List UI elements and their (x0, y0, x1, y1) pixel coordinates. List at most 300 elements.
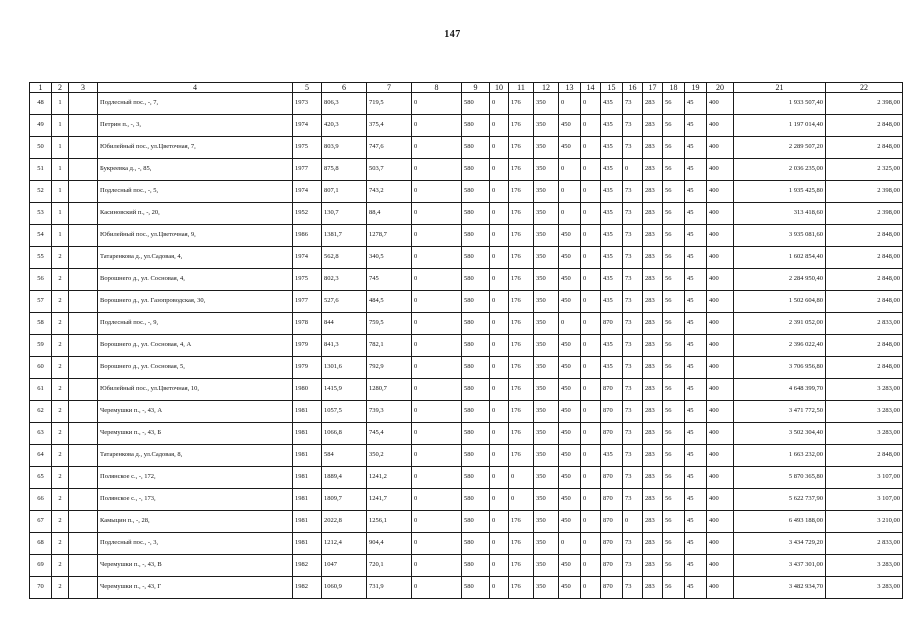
table-cell: 5 622 737,90 (734, 489, 826, 511)
table-cell: 1981 (293, 533, 322, 555)
table-cell: 58 (30, 313, 52, 335)
column-header: 1 (30, 83, 52, 93)
table-cell: 0 (490, 159, 509, 181)
table-cell: 400 (707, 555, 734, 577)
table-cell: 0 (412, 225, 462, 247)
table-cell: Полянское с., -, 173, (98, 489, 293, 511)
table-cell: 176 (509, 357, 534, 379)
table-cell: 1 602 854,40 (734, 247, 826, 269)
table-cell: Татаренкова д., ул.Садовая, 8, (98, 445, 293, 467)
table-cell: 1381,7 (322, 225, 367, 247)
table-cell: 283 (643, 159, 663, 181)
table-cell: 0 (490, 445, 509, 467)
table-cell: 580 (462, 401, 490, 423)
table-cell: 870 (601, 423, 623, 445)
table-cell: 400 (707, 181, 734, 203)
table-cell: Ворошнего д., ул. Сосновая, 5, (98, 357, 293, 379)
table-cell: 350 (534, 159, 559, 181)
table-cell: 2 (52, 247, 69, 269)
table-cell: 400 (707, 379, 734, 401)
table-cell: Ворошнего д., ул. Сосновая, 4, А (98, 335, 293, 357)
table-cell: 176 (509, 313, 534, 335)
table-cell: 870 (601, 555, 623, 577)
table-cell: 420,3 (322, 115, 367, 137)
table-cell: 0 (581, 423, 601, 445)
table-cell: 0 (559, 181, 581, 203)
table-cell (69, 533, 98, 555)
table-cell: 45 (685, 423, 707, 445)
table-cell: 350 (534, 225, 559, 247)
table-cell: 580 (462, 247, 490, 269)
table-cell: 56 (663, 313, 685, 335)
table-cell: 73 (623, 401, 643, 423)
table-cell: 450 (559, 225, 581, 247)
table-cell: 0 (581, 533, 601, 555)
table-cell: 56 (663, 291, 685, 313)
table-cell: 283 (643, 115, 663, 137)
table-cell: 1977 (293, 291, 322, 313)
table-cell: 68 (30, 533, 52, 555)
table-cell: 350 (534, 203, 559, 225)
table-cell: 73 (623, 203, 643, 225)
table-cell: 73 (623, 93, 643, 115)
table-cell: 844 (322, 313, 367, 335)
table-cell: 1 933 507,40 (734, 93, 826, 115)
table-cell: 1415,9 (322, 379, 367, 401)
table-cell: 870 (601, 533, 623, 555)
table-cell: 2 036 235,00 (734, 159, 826, 181)
table-cell: 435 (601, 357, 623, 379)
table-cell: 3 434 729,20 (734, 533, 826, 555)
table-cell: 56 (663, 489, 685, 511)
table-cell: 53 (30, 203, 52, 225)
table-cell: Ворошнего д., ул. Сосновая, 4, (98, 269, 293, 291)
table-cell: 48 (30, 93, 52, 115)
table-cell: 2 (52, 313, 69, 335)
table-cell: 1981 (293, 489, 322, 511)
table-cell: 0 (581, 379, 601, 401)
table-cell: 527,6 (322, 291, 367, 313)
table-cell: 0 (490, 511, 509, 533)
table-cell: 283 (643, 269, 663, 291)
table-cell: 2 (52, 577, 69, 599)
table-cell: 1047 (322, 555, 367, 577)
table-cell: 802,3 (322, 269, 367, 291)
table-cell: 176 (509, 423, 534, 445)
table-cell: 1974 (293, 181, 322, 203)
table-cell: 0 (490, 93, 509, 115)
table-cell: 0 (581, 181, 601, 203)
table-cell: 283 (643, 445, 663, 467)
table-cell: 283 (643, 511, 663, 533)
table-cell: 870 (601, 577, 623, 599)
table-cell: 2 398,00 (826, 181, 903, 203)
table-cell: 2 325,00 (826, 159, 903, 181)
table-cell: 0 (559, 313, 581, 335)
table-cell: 806,3 (322, 93, 367, 115)
table-cell: 3 283,00 (826, 401, 903, 423)
table-cell: 450 (559, 137, 581, 159)
table-cell: 67 (30, 511, 52, 533)
table-cell: 1978 (293, 313, 322, 335)
table-cell: 0 (412, 379, 462, 401)
table-cell (69, 401, 98, 423)
table-cell: 0 (559, 203, 581, 225)
column-header: 9 (462, 83, 490, 93)
table-cell: 176 (509, 225, 534, 247)
table-cell: 73 (623, 115, 643, 137)
table-cell: 350 (534, 555, 559, 577)
table-cell: 580 (462, 225, 490, 247)
table-row (30, 357, 903, 379)
table-cell: 56 (663, 181, 685, 203)
table-cell: 283 (643, 467, 663, 489)
table-cell: 45 (685, 291, 707, 313)
table-cell: 45 (685, 379, 707, 401)
table-cell: 0 (509, 489, 534, 511)
table-cell: 0 (412, 137, 462, 159)
table-cell: 70 (30, 577, 52, 599)
table-cell: 0 (412, 203, 462, 225)
table-cell (69, 247, 98, 269)
table-cell: 450 (559, 335, 581, 357)
table-cell: 0 (581, 115, 601, 137)
table-cell: 400 (707, 335, 734, 357)
table-cell: 1301,6 (322, 357, 367, 379)
table-cell: 73 (623, 137, 643, 159)
table-row (30, 115, 903, 137)
table-row (30, 247, 903, 269)
table-cell: 2 (52, 533, 69, 555)
table-cell: 450 (559, 401, 581, 423)
table-cell: 400 (707, 467, 734, 489)
table-cell: 73 (623, 489, 643, 511)
table-cell: 870 (601, 313, 623, 335)
table-cell: 283 (643, 137, 663, 159)
table-cell: 176 (509, 291, 534, 313)
table-cell: 1 (52, 181, 69, 203)
table-cell (69, 423, 98, 445)
table-cell: 562,8 (322, 247, 367, 269)
table-row (30, 445, 903, 467)
table-cell: 0 (581, 225, 601, 247)
table-cell: 73 (623, 225, 643, 247)
table-cell: 435 (601, 335, 623, 357)
table-cell: 450 (559, 269, 581, 291)
table-cell: 450 (559, 291, 581, 313)
table-row (30, 533, 903, 555)
table-cell: 400 (707, 423, 734, 445)
table-cell: 56 (663, 93, 685, 115)
table-cell: 45 (685, 511, 707, 533)
table-cell: 45 (685, 357, 707, 379)
table-cell: 73 (623, 423, 643, 445)
table-row (30, 555, 903, 577)
table-cell: 0 (412, 247, 462, 269)
table-cell: 56 (663, 159, 685, 181)
table-cell (69, 269, 98, 291)
table-cell: 1889,4 (322, 467, 367, 489)
table-cell: 435 (601, 115, 623, 137)
table-cell: 73 (623, 291, 643, 313)
table-cell: 283 (643, 181, 663, 203)
table-cell: 2 848,00 (826, 291, 903, 313)
table-cell: 0 (581, 247, 601, 269)
table-cell: 1241,2 (367, 467, 412, 489)
table-cell: 350 (534, 423, 559, 445)
table-cell: 0 (490, 357, 509, 379)
table-cell: 719,5 (367, 93, 412, 115)
table-cell: 3 283,00 (826, 423, 903, 445)
page-number: 147 (444, 29, 461, 40)
table-cell: 0 (490, 247, 509, 269)
table-cell: 759,5 (367, 313, 412, 335)
table-cell: 450 (559, 379, 581, 401)
table-cell: 0 (581, 137, 601, 159)
table-cell: 450 (559, 511, 581, 533)
table-cell: 584 (322, 445, 367, 467)
column-header: 2 (52, 83, 69, 93)
table-cell: 0 (559, 93, 581, 115)
table-cell: 400 (707, 291, 734, 313)
table-cell: 731,9 (367, 577, 412, 599)
table-cell: 435 (601, 137, 623, 159)
table-cell: 580 (462, 445, 490, 467)
table-cell: 56 (663, 335, 685, 357)
table-cell: 56 (663, 115, 685, 137)
table-cell: 870 (601, 401, 623, 423)
table-cell: 1974 (293, 115, 322, 137)
table-cell: 0 (412, 115, 462, 137)
table-cell: 176 (509, 533, 534, 555)
column-header: 7 (367, 83, 412, 93)
table-cell: 130,7 (322, 203, 367, 225)
table-cell: 450 (559, 467, 581, 489)
table-cell: 3 107,00 (826, 489, 903, 511)
table-cell: 400 (707, 225, 734, 247)
table-cell: 350 (534, 269, 559, 291)
table-cell: 56 (663, 203, 685, 225)
table-cell: 580 (462, 181, 490, 203)
table-cell: 45 (685, 159, 707, 181)
table-cell (69, 555, 98, 577)
table-cell: 2 398,00 (826, 203, 903, 225)
table-cell: 3 706 956,80 (734, 357, 826, 379)
table-cell: 350 (534, 445, 559, 467)
table-cell: 2 848,00 (826, 445, 903, 467)
table-cell (69, 181, 98, 203)
table-cell: 0 (490, 137, 509, 159)
table-cell: 580 (462, 555, 490, 577)
table-cell (69, 115, 98, 137)
table-cell: 435 (601, 247, 623, 269)
table-cell: 1 (52, 137, 69, 159)
table-cell: 6 493 188,00 (734, 511, 826, 533)
table-cell: 435 (601, 93, 623, 115)
table-cell: 55 (30, 247, 52, 269)
table-cell: 450 (559, 115, 581, 137)
table-cell: 45 (685, 577, 707, 599)
table-cell: 0 (581, 577, 601, 599)
table-cell: 1809,7 (322, 489, 367, 511)
table-cell: 2 848,00 (826, 225, 903, 247)
table-cell: 2 (52, 269, 69, 291)
table-cell: 1986 (293, 225, 322, 247)
table-cell: 1 (52, 115, 69, 137)
table-cell: Подлесный пос., -, 3, (98, 533, 293, 555)
table-cell (69, 467, 98, 489)
table-cell: Камыцин п., -, 28, (98, 511, 293, 533)
table-cell: 56 (663, 379, 685, 401)
table-cell: 3 935 081,60 (734, 225, 826, 247)
table-cell: 2022,8 (322, 511, 367, 533)
table-cell: 400 (707, 357, 734, 379)
table-cell: 841,3 (322, 335, 367, 357)
table-cell: 2 848,00 (826, 137, 903, 159)
column-header: 8 (412, 83, 462, 93)
table-cell: 313 418,60 (734, 203, 826, 225)
table-cell: 2 396 022,40 (734, 335, 826, 357)
table-cell: 400 (707, 115, 734, 137)
table-cell: 435 (601, 291, 623, 313)
table-cell: 2 833,00 (826, 313, 903, 335)
table-cell: 45 (685, 401, 707, 423)
table-cell: 2 (52, 467, 69, 489)
table-cell: 1 502 604,80 (734, 291, 826, 313)
table-cell: 0 (581, 93, 601, 115)
table-cell: 283 (643, 533, 663, 555)
table-cell: 904,4 (367, 533, 412, 555)
table-cell: 1241,7 (367, 489, 412, 511)
table-cell: 2 (52, 401, 69, 423)
table-cell: 450 (559, 423, 581, 445)
table-cell: 435 (601, 225, 623, 247)
table-cell: 580 (462, 291, 490, 313)
column-header: 11 (509, 83, 534, 93)
table-cell: 2 391 052,00 (734, 313, 826, 335)
table-cell: 73 (623, 357, 643, 379)
table-cell: 283 (643, 291, 663, 313)
table-cell: 56 (30, 269, 52, 291)
table-row (30, 489, 903, 511)
table-cell: 3 482 934,70 (734, 577, 826, 599)
table-cell: Букреевка д., -, 85, (98, 159, 293, 181)
table-cell: Черемушки п., -, 43, Б (98, 423, 293, 445)
table-cell: 350 (534, 335, 559, 357)
table-cell: 0 (559, 533, 581, 555)
table-row (30, 577, 903, 599)
table-row (30, 269, 903, 291)
table-cell: 176 (509, 335, 534, 357)
table-cell: 73 (623, 247, 643, 269)
table-cell: 400 (707, 159, 734, 181)
table-cell: 3 437 301,00 (734, 555, 826, 577)
table-row (30, 181, 903, 203)
table-cell: 283 (643, 577, 663, 599)
table-cell: 52 (30, 181, 52, 203)
table-cell: 45 (685, 489, 707, 511)
table-cell: 1981 (293, 401, 322, 423)
table-cell (69, 489, 98, 511)
table-cell: 45 (685, 533, 707, 555)
table-cell: 2 (52, 511, 69, 533)
table-cell: Черемушки п., -, 43, В (98, 555, 293, 577)
table-cell: 65 (30, 467, 52, 489)
table-cell: Полянское с., -, 172, (98, 467, 293, 489)
table-cell: 45 (685, 225, 707, 247)
table-cell: 400 (707, 269, 734, 291)
table-cell: 0 (412, 533, 462, 555)
table-cell: 580 (462, 489, 490, 511)
table-cell: 2 (52, 335, 69, 357)
table-cell: 56 (663, 467, 685, 489)
table-cell: 0 (490, 423, 509, 445)
column-header: 21 (734, 83, 826, 93)
column-header: 3 (69, 83, 98, 93)
table-cell: 1981 (293, 423, 322, 445)
table-cell (69, 335, 98, 357)
table-cell: 176 (509, 445, 534, 467)
table-cell: 1 (52, 225, 69, 247)
table-cell: 176 (509, 137, 534, 159)
table-cell: 580 (462, 335, 490, 357)
table-cell: 57 (30, 291, 52, 313)
table-cell: 45 (685, 181, 707, 203)
table-cell: Петрин п., -, 3, (98, 115, 293, 137)
table-cell: 176 (509, 93, 534, 115)
table-cell: 45 (685, 115, 707, 137)
table-cell: 1982 (293, 555, 322, 577)
table-cell: 350 (534, 357, 559, 379)
table-cell: 0 (412, 467, 462, 489)
table-cell: 0 (412, 335, 462, 357)
table-cell: 176 (509, 555, 534, 577)
table-cell: 45 (685, 137, 707, 159)
table-cell: 580 (462, 511, 490, 533)
table-cell: 1212,4 (322, 533, 367, 555)
table-cell: 870 (601, 379, 623, 401)
column-header: 14 (581, 83, 601, 93)
table-cell: Подлесный пос., -, 5, (98, 181, 293, 203)
table-cell (69, 93, 98, 115)
table-cell: 1 (52, 93, 69, 115)
table-cell: 0 (581, 401, 601, 423)
table-cell: 435 (601, 269, 623, 291)
table-cell: 176 (509, 115, 534, 137)
table-cell: 0 (581, 313, 601, 335)
table-row (30, 379, 903, 401)
table-cell: 283 (643, 247, 663, 269)
table-cell: 2 (52, 291, 69, 313)
table-cell: 88,4 (367, 203, 412, 225)
table-cell: 0 (581, 159, 601, 181)
table-cell: 2 284 950,40 (734, 269, 826, 291)
table-cell: 0 (581, 269, 601, 291)
table-cell: 375,4 (367, 115, 412, 137)
table-cell: 350 (534, 577, 559, 599)
table-cell: 60 (30, 357, 52, 379)
table-cell: 745 (367, 269, 412, 291)
table-cell: 870 (601, 511, 623, 533)
table-cell: 1973 (293, 93, 322, 115)
table-cell: 283 (643, 313, 663, 335)
table-cell: 2 833,00 (826, 533, 903, 555)
table-cell: 2 (52, 555, 69, 577)
table-cell: 1975 (293, 269, 322, 291)
table-cell: 176 (509, 203, 534, 225)
table-cell: 743,2 (367, 181, 412, 203)
table-cell: 3 283,00 (826, 379, 903, 401)
